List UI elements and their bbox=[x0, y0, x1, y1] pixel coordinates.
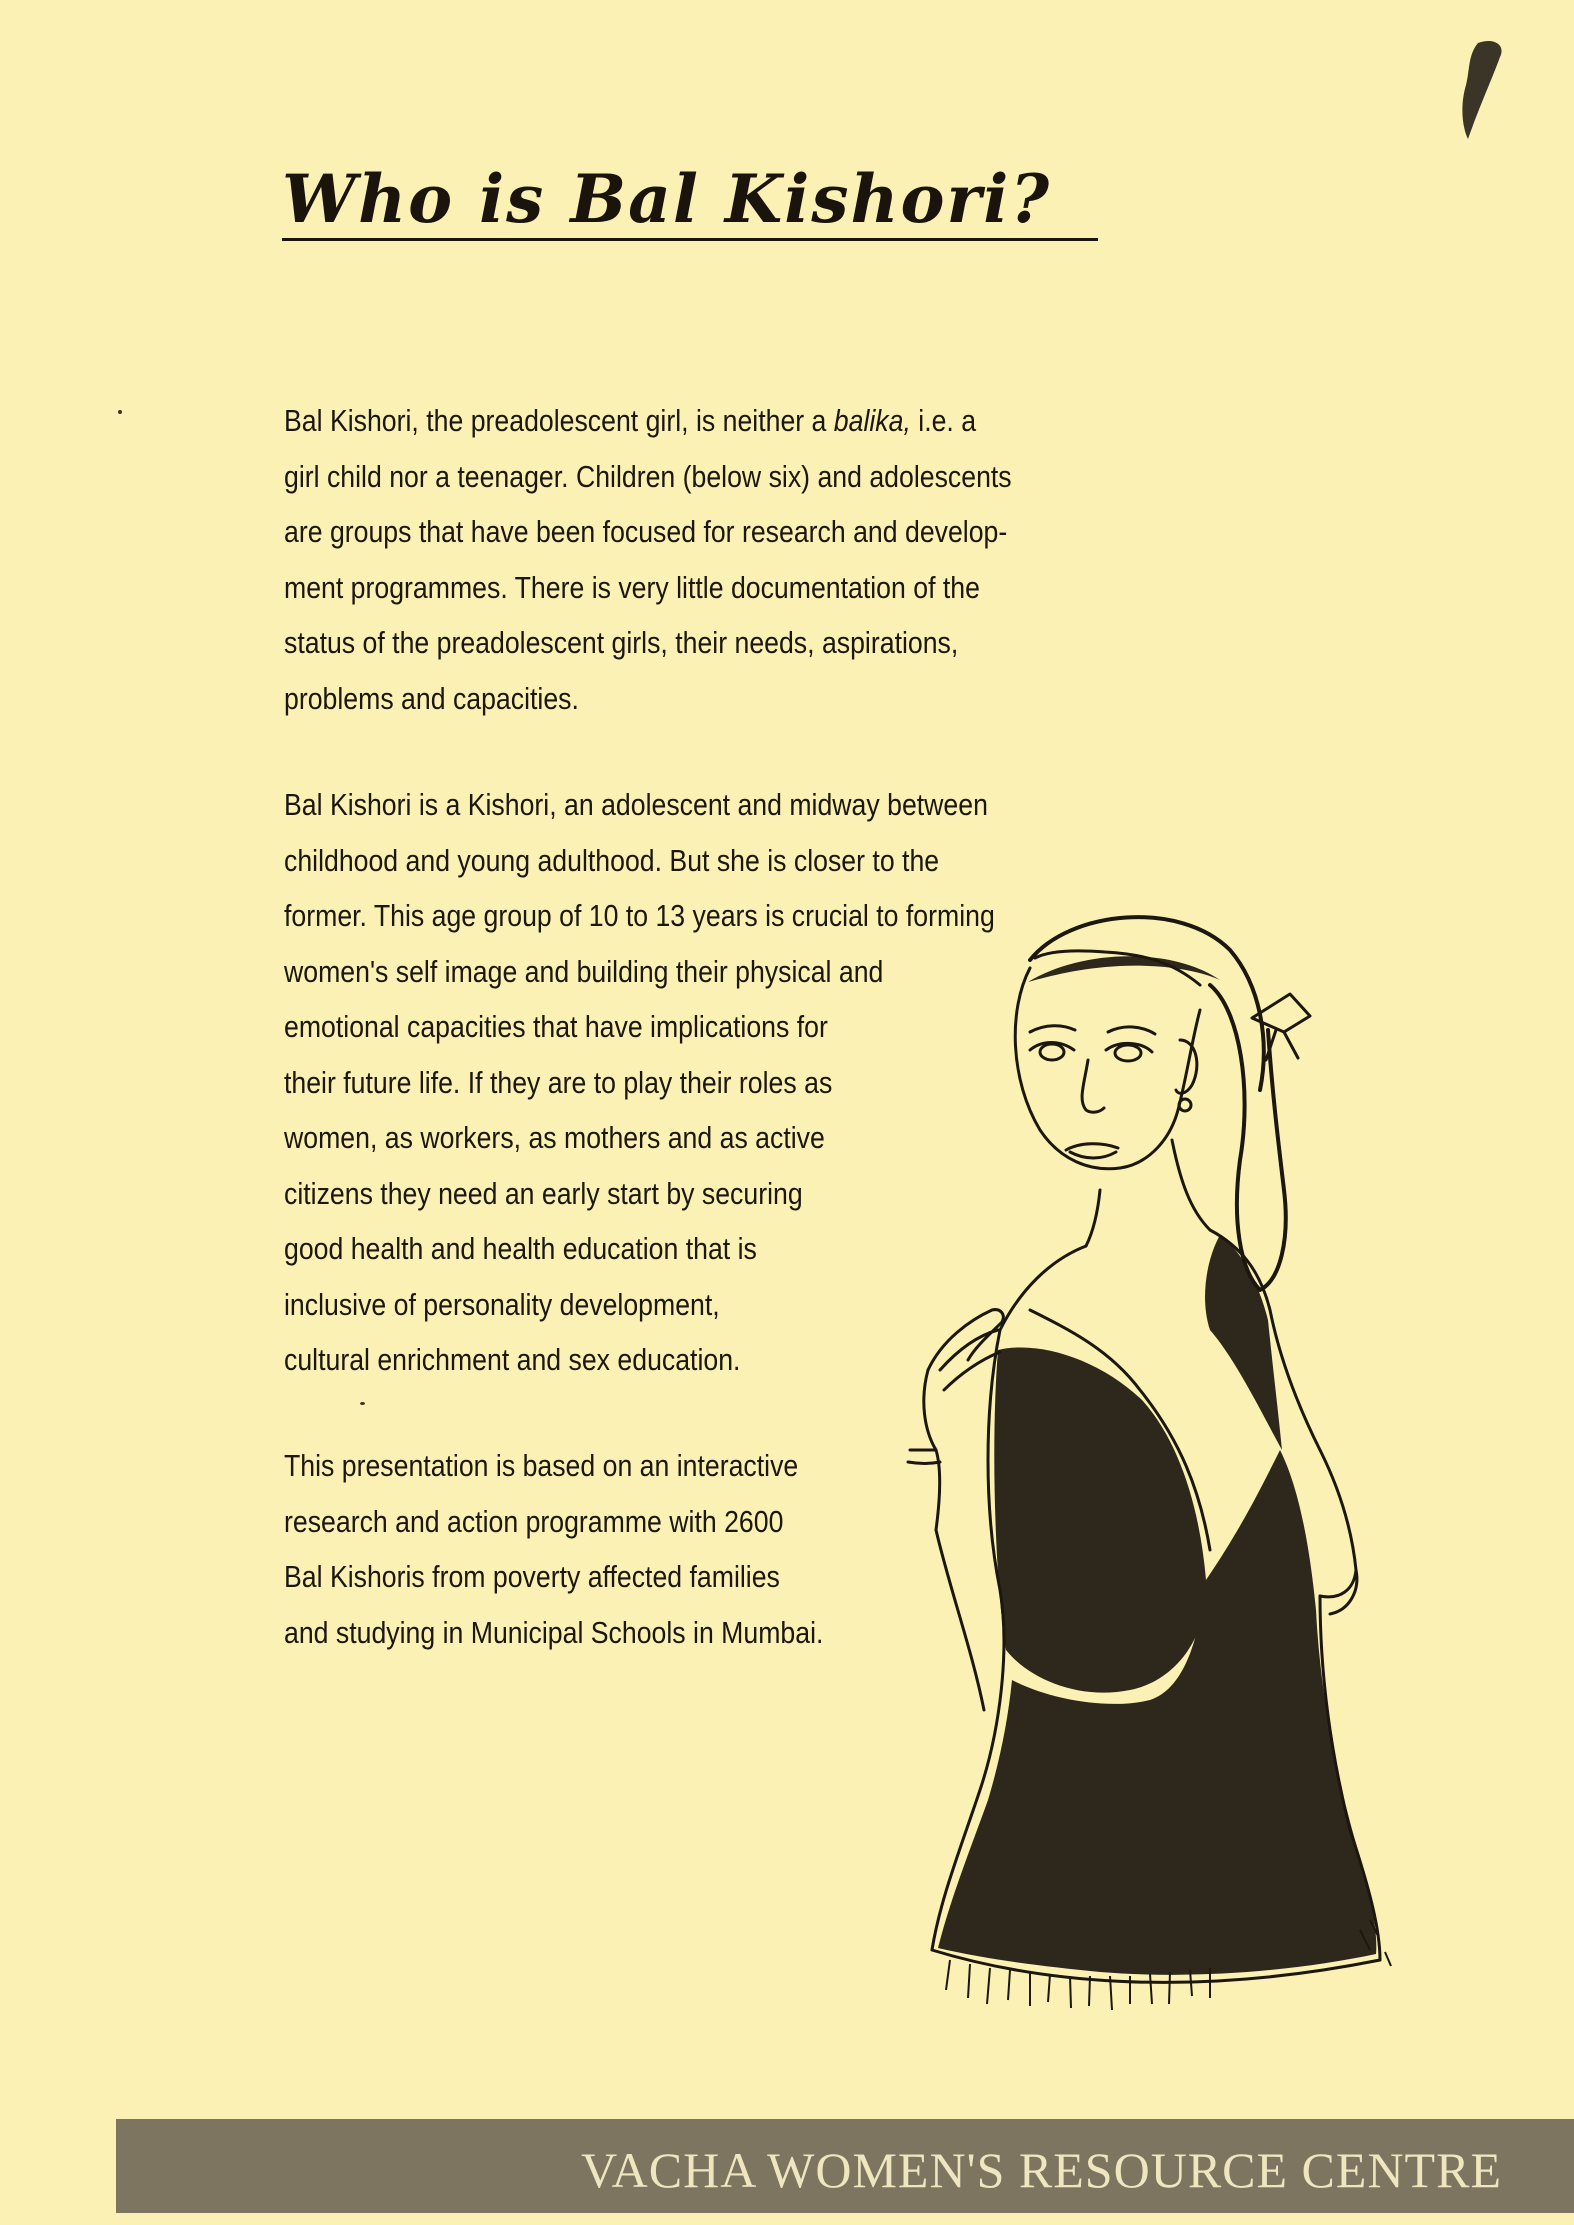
text-line: cultural enrichment and sex education. bbox=[284, 1342, 741, 1377]
text-line: women's self image and building their physical and bbox=[284, 953, 884, 989]
text-line: women, as workers, as mothers and as active bbox=[284, 1120, 825, 1155]
page-title: Who is Bal Kishori? bbox=[282, 160, 1052, 238]
text-line: ment programmes. There is very little documentation of the bbox=[284, 569, 980, 605]
title-underline bbox=[282, 238, 1098, 241]
text-line: Bal Kishori is a Kishori, an adolescent and midway between bbox=[284, 787, 988, 822]
footer-band bbox=[116, 2119, 1574, 2213]
paragraph-intro bbox=[284, 393, 1012, 726]
paragraph-presentation bbox=[284, 1438, 823, 1660]
text-line: status of the preadolescent girls, their needs, aspirations, bbox=[284, 625, 959, 660]
page-number-mark bbox=[1450, 35, 1510, 145]
text-line: citizens they need an early start by securing bbox=[284, 1175, 803, 1211]
text-line: and studying in Municipal Schools in Mumbai. bbox=[284, 1614, 824, 1650]
text-line: good health and health education that is bbox=[284, 1231, 757, 1266]
text-line: their future life. If they are to play their roles as bbox=[284, 1064, 833, 1100]
text-line: emotional capacities that have implications for bbox=[284, 1009, 828, 1044]
text-line: are groups that have been focused for research and develop- bbox=[284, 514, 1008, 549]
text-line: research and action programme with 2600 bbox=[284, 1503, 784, 1539]
text-line: inclusive of personality development, bbox=[284, 1286, 720, 1322]
paper-speck bbox=[360, 1402, 365, 1405]
text-line: problems and capacities. bbox=[284, 680, 579, 716]
text-line: former. This age group of 10 to 13 years is crucial to forming bbox=[284, 898, 995, 933]
text-line: girl child nor a teenager. Children (below six) and adolescents bbox=[284, 458, 1012, 494]
paper-speck bbox=[118, 410, 122, 414]
text-line: childhood and young adulthood. But she is closer to the bbox=[284, 842, 940, 878]
footer-organization: VACHA WOMEN'S RESOURCE CENTRE bbox=[581, 2142, 1502, 2198]
text-line: This presentation is based on an interactive bbox=[284, 1448, 799, 1483]
girl-illustration bbox=[880, 890, 1440, 2020]
text-line: Bal Kishoris from poverty affected families bbox=[284, 1559, 780, 1594]
text-line: Bal Kishori, the preadolescent girl, is neither a balika, i.e. a bbox=[284, 403, 977, 438]
